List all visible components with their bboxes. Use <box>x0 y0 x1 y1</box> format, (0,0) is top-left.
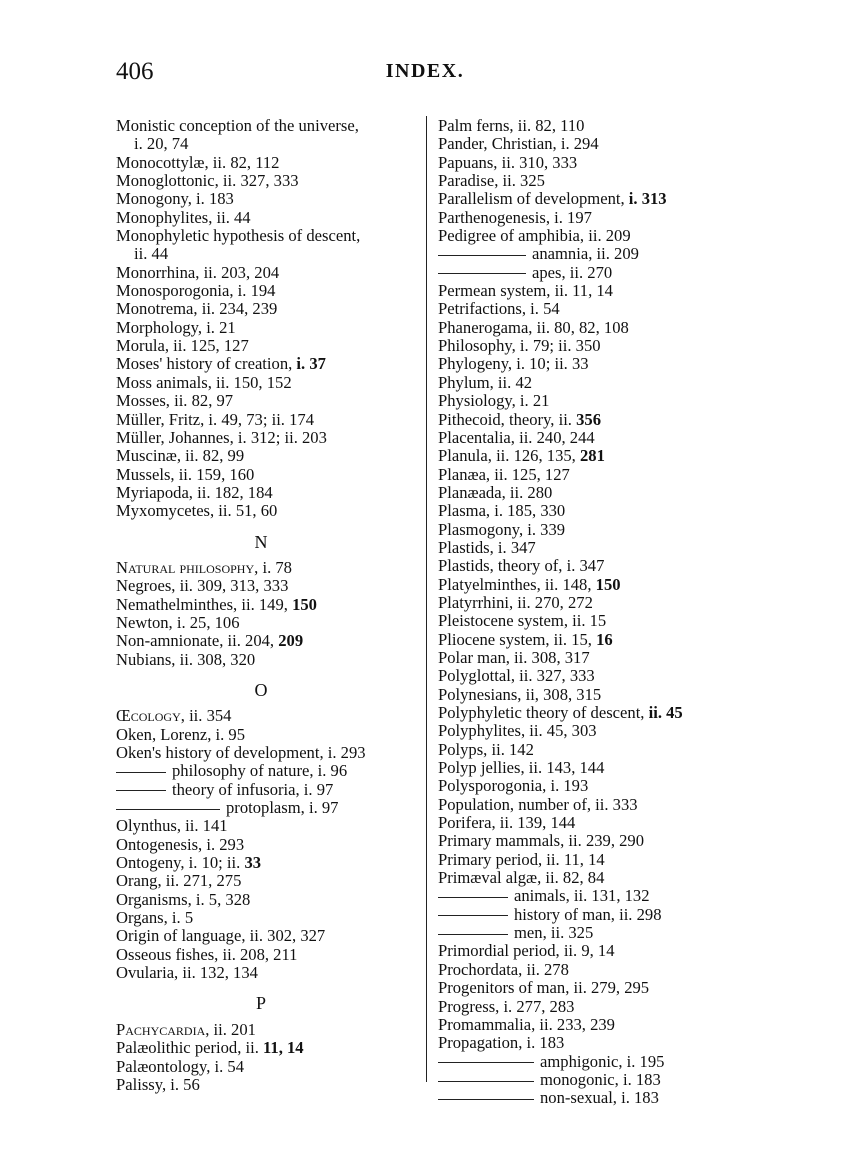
index-entry: Organs, i. 5 <box>116 908 194 928</box>
entry-bold-ref: 281 <box>579 446 605 466</box>
running-head: INDEX. <box>385 60 465 82</box>
entry-bold-ref: 150 <box>292 594 317 614</box>
index-entry: Palm ferns, ii. 82, 110 <box>438 116 585 135</box>
index-entry: Ovularia, ii. 132, 134 <box>116 963 258 983</box>
index-entry: Polar man, ii. 308, 317 <box>438 647 590 667</box>
index-entry: Paradise, ii. 325 <box>438 171 545 191</box>
index-entry: Myriapoda, ii. 182, 184 <box>116 482 273 502</box>
entry-text: theory of infusoria, i. 97 <box>172 779 334 799</box>
entry-bold-ref: 33 <box>244 853 262 873</box>
index-entry: Plasma, i. 185, 330 <box>438 501 566 521</box>
ditto-dash <box>116 790 166 791</box>
index-entry <box>116 707 416 725</box>
entry-text: Pachycardia <box>116 1019 206 1039</box>
entry-text: non-sexual, i. 183 <box>540 1088 659 1108</box>
index-entry: Primæval algæ, ii. 82, 84 <box>438 868 605 888</box>
index-entry: Polysporogonia, i. 193 <box>438 776 589 796</box>
ditto-dash <box>438 1099 534 1100</box>
index-entry: Phanerogama, ii. 80, 82, 108 <box>438 317 629 337</box>
entry-bold-ref: 16 <box>596 629 613 649</box>
entry-bold-ref: 209 <box>278 631 304 651</box>
index-entry-continuation: ii. 44 <box>134 244 169 264</box>
index-entry: Polyglottal, ii. 327, 333 <box>438 666 595 686</box>
index-entry: Population, number of, ii. 333 <box>438 794 638 814</box>
index-entry: Platyrrhini, ii. 270, 272 <box>438 592 593 612</box>
index-entry: Mosses, ii. 82, 97 <box>116 391 234 411</box>
column-divider <box>426 116 427 1082</box>
index-entry: Progress, i. 277, 283 <box>438 996 575 1016</box>
index-entry: Monistic conception of the universe, <box>116 116 359 135</box>
index-entry: Organisms, i. 5, 328 <box>116 889 251 909</box>
entry-text: Palæolithic period, ii. <box>116 1038 264 1058</box>
index-entry: Planæada, ii. 280 <box>438 482 553 502</box>
index-entry: Ontogenesis, i. 293 <box>116 834 245 854</box>
index-entry: Pander, Christian, i. 294 <box>438 134 599 154</box>
entry-bold-ref: i. 313 <box>628 189 667 209</box>
index-entry: Palæontology, i. 54 <box>116 1056 244 1076</box>
index-entry: Monotrema, ii. 234, 239 <box>116 299 278 319</box>
entry-text: history of man, ii. 298 <box>514 904 662 924</box>
index-subentry <box>116 762 416 780</box>
entry-text: Œcology <box>116 706 181 726</box>
index-subentry <box>438 245 738 263</box>
index-entry <box>116 1021 416 1039</box>
index-entry: Pleistocene system, ii. 15 <box>438 611 607 631</box>
index-entry: Phylum, ii. 42 <box>438 372 533 392</box>
entry-text: Nemathelminthes, ii. 149, <box>116 594 293 614</box>
ditto-dash <box>438 897 508 898</box>
entry-text: Ontogeny, i. 10; ii. <box>116 853 245 873</box>
index-entry <box>116 559 416 577</box>
index-entry: Oken, Lorenz, i. 95 <box>116 724 246 744</box>
entry-text: Platyelminthes, ii. 148, <box>438 574 596 594</box>
entry-text: Pliocene system, ii. 15, <box>438 629 597 649</box>
entry-text: protoplasm, i. 97 <box>226 798 339 818</box>
index-entry: Propagation, i. 183 <box>438 1033 565 1053</box>
entry-text: anamnia, ii. 209 <box>532 244 639 264</box>
entry-bold-ref: i. 37 <box>296 354 326 374</box>
index-entry: Morphology, i. 21 <box>116 317 236 337</box>
index-entry: Physiology, i. 21 <box>438 391 550 411</box>
section-letter-n: N <box>254 531 268 552</box>
index-entry: Primary period, ii. 11, 14 <box>438 849 605 869</box>
index-entry: Planæa, ii. 125, 127 <box>438 464 570 484</box>
entry-text: monogonic, i. 183 <box>540 1069 661 1089</box>
index-entry: Monosporogonia, i. 194 <box>116 281 276 301</box>
index-entry: Muscinæ, ii. 82, 99 <box>116 446 245 466</box>
index-entry: Osseous fishes, ii. 208, 211 <box>116 944 298 964</box>
index-entry: Negroes, ii. 309, 313, 333 <box>116 576 289 596</box>
index-entry <box>116 596 416 614</box>
index-entry <box>116 854 416 872</box>
index-entry: Primary mammals, ii. 239, 290 <box>438 831 645 851</box>
entry-text: Polyphyletic theory of descent, <box>438 703 649 722</box>
index-entry: Plastids, theory of, i. 347 <box>438 556 605 576</box>
ditto-dash <box>438 934 508 935</box>
entry-text: Pithecoid, theory, ii. <box>438 409 577 429</box>
index-entry: Progenitors of man, ii. 279, 295 <box>438 978 650 998</box>
index-subentry <box>438 1071 738 1089</box>
ditto-dash <box>438 915 508 916</box>
index-entry: Porifera, ii. 139, 144 <box>438 813 576 833</box>
index-column-left <box>116 117 416 1094</box>
index-entry: Müller, Johannes, i. 312; ii. 203 <box>116 427 327 447</box>
index-entry <box>116 355 416 373</box>
entry-ref: , ii. 201 <box>205 1019 256 1039</box>
index-entry: Plastids, i. 347 <box>438 537 536 557</box>
index-entry: Polyphylites, ii. 45, 303 <box>438 721 597 741</box>
index-entry: Moss animals, ii. 150, 152 <box>116 372 292 392</box>
index-entry: Newton, i. 25, 106 <box>116 612 240 632</box>
entry-text: Non-amnionate, ii. 204, <box>116 631 279 651</box>
index-entry: Pedigree of amphibia, ii. 209 <box>438 226 631 246</box>
index-entry-continuation: i. 20, 74 <box>134 134 189 154</box>
index-entry <box>116 632 416 650</box>
index-entry: Monogony, i. 183 <box>116 189 234 209</box>
index-entry: Primordial period, ii. 9, 14 <box>438 941 615 961</box>
index-subentry <box>116 799 416 817</box>
index-subentry <box>116 781 416 799</box>
entry-ref: , ii. 354 <box>180 706 232 726</box>
index-entry: Palissy, i. 56 <box>116 1074 200 1094</box>
entry-text: apes, ii. 270 <box>532 262 613 282</box>
entry-ref: , i. 78 <box>254 557 292 577</box>
index-entry: Papuans, ii. 310, 333 <box>438 152 578 172</box>
ditto-dash <box>438 1081 534 1082</box>
entry-text: animals, ii. 131, 132 <box>514 886 650 906</box>
index-entry: Polynesians, ii, 308, 315 <box>438 684 602 704</box>
ditto-dash <box>438 255 526 256</box>
section-letter-o: O <box>254 679 268 700</box>
entry-bold-ref: 356 <box>576 409 601 429</box>
entry-text: men, ii. 325 <box>514 923 594 943</box>
index-entry: Monoglottonic, ii. 327, 333 <box>116 171 299 191</box>
ditto-dash <box>116 772 166 773</box>
page-number: 406 <box>116 58 154 85</box>
index-entry: Permean system, ii. 11, 14 <box>438 281 613 301</box>
entry-text: Parallelism of development, <box>438 189 629 209</box>
section-letter-p: P <box>255 993 266 1014</box>
index-entry: Müller, Fritz, i. 49, 73; ii. 174 <box>116 409 314 429</box>
index-subentry <box>438 1053 738 1071</box>
index-entry: Monophyletic hypothesis of descent, <box>116 226 361 246</box>
entry-text: Natural philosophy <box>116 557 255 577</box>
ditto-dash <box>116 809 220 810</box>
index-entry: Olynthus, ii. 141 <box>116 816 228 836</box>
index-entry: Polyp jellies, ii. 143, 144 <box>438 758 605 778</box>
index-entry: Monophylites, ii. 44 <box>116 207 251 227</box>
index-entry <box>116 1039 416 1057</box>
index-subentry <box>438 1089 738 1107</box>
entry-text: philosophy of nature, i. 96 <box>172 761 348 781</box>
index-entry <box>438 190 738 208</box>
index-entry: Promammalia, ii. 233, 239 <box>438 1014 615 1034</box>
index-subentry <box>438 924 738 942</box>
index-entry: Orang, ii. 271, 275 <box>116 871 242 891</box>
entry-text: amphigonic, i. 195 <box>540 1051 665 1071</box>
index-entry: Phylogeny, i. 10; ii. 33 <box>438 354 589 374</box>
ditto-dash <box>438 1062 534 1063</box>
entry-bold-ref: 11, 14 <box>263 1038 304 1058</box>
index-entry: Mussels, ii. 159, 160 <box>116 464 255 484</box>
index-entry: Nubians, ii. 308, 320 <box>116 649 256 669</box>
index-entry: Petrifactions, i. 54 <box>438 299 560 319</box>
index-entry: Philosophy, i. 79; ii. 350 <box>438 336 601 356</box>
index-entry <box>438 411 738 429</box>
index-entry: Parthenogenesis, i. 197 <box>438 207 592 227</box>
index-entry: Plasmogony, i. 339 <box>438 519 566 539</box>
entry-bold-ref: 150 <box>595 574 621 594</box>
index-entry <box>438 631 738 649</box>
entry-text: Planula, ii. 126, 135, <box>438 446 580 466</box>
index-entry: Oken's history of development, i. 293 <box>116 743 366 762</box>
entry-text: Moses' history of creation, <box>116 354 297 374</box>
index-subentry <box>438 887 738 905</box>
entry-bold-ref: ii. 45 <box>648 703 683 722</box>
index-subentry <box>438 264 738 282</box>
index-entry: Origin of language, ii. 302, 327 <box>116 926 326 946</box>
index-entry <box>438 447 738 465</box>
index-entry: Monocottylæ, ii. 82, 112 <box>116 152 280 172</box>
index-subentry <box>438 906 738 924</box>
ditto-dash <box>438 273 526 274</box>
index-entry: Prochordata, ii. 278 <box>438 959 569 979</box>
index-entry: Placentalia, ii. 240, 244 <box>438 427 595 447</box>
index-entry: Monorrhina, ii. 203, 204 <box>116 262 280 282</box>
index-entry: Morula, ii. 125, 127 <box>116 336 249 356</box>
index-entry <box>438 704 738 722</box>
index-entry <box>438 576 738 594</box>
index-entry: Myxomycetes, ii. 51, 60 <box>116 501 278 521</box>
index-entry: Polyps, ii. 142 <box>438 739 534 759</box>
index-column-right <box>438 117 738 1108</box>
